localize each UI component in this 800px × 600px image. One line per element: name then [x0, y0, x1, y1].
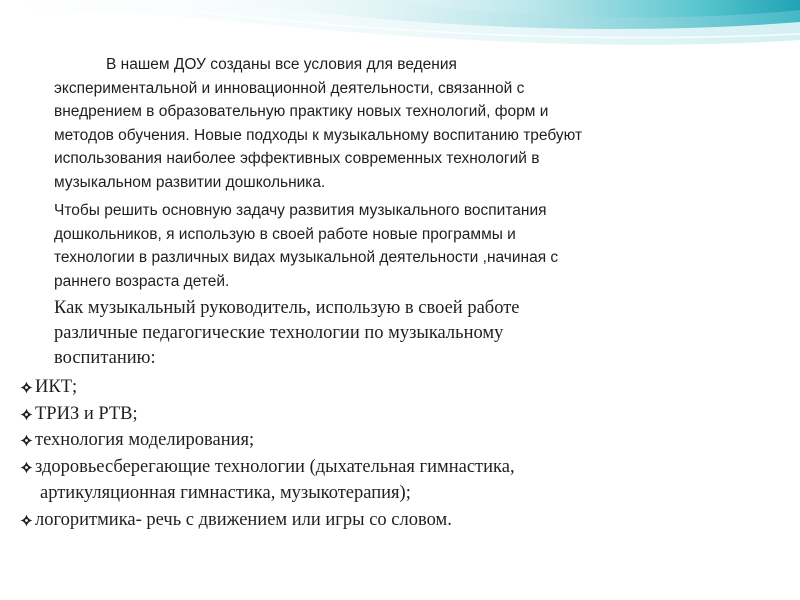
text-line: Как музыкальный руководитель, использую в своей работе [54, 298, 520, 318]
text-line: В нашем ДОУ созданы все условия для ведения [106, 56, 457, 73]
list-item-text: ИКТ; [35, 377, 78, 397]
list-item [20, 454, 780, 507]
list-item [20, 507, 780, 534]
list-item [20, 374, 780, 401]
task-paragraph [54, 199, 754, 293]
text-line: различные педагогические технологии по музыкальному [54, 323, 504, 343]
text-line: дошкольников, я использую в своей работе новые программы и [54, 225, 516, 243]
diamond-bullet-icon [20, 461, 33, 474]
list-item-text: здоровьесберегающие технологии (дыхательная гимнастика, [35, 456, 515, 477]
list-item-text: технология моделирования; [35, 430, 255, 450]
list-item-text-continuation: артикуляционная гимнастика, музыкотерапия); [40, 483, 411, 503]
intro-paragraph [54, 53, 754, 194]
text-line: музыкальном развитии дошкольника. [54, 173, 326, 191]
list-item-text: ТРИЗ и РТВ; [35, 403, 138, 424]
list-item-text: логоритмика- речь с движением или игры со словом. [35, 509, 452, 530]
text-line: методов обучения. Новые подходы к музыкальному воспитанию требуют [54, 126, 583, 144]
list-item [20, 401, 780, 428]
text-line: экспериментальной и инновационной деятельности, связанной с [54, 79, 525, 97]
diamond-bullet-icon [20, 408, 33, 421]
technologies-list [20, 374, 780, 533]
list-item [20, 427, 780, 454]
text-line: использования наиболее эффективных современных технологий в [54, 150, 540, 167]
text-line: технологии в различных видах музыкальной деятельности ,начиная с [54, 249, 559, 266]
text-line: внедрением в образовательную практику новых технологий, форм и [54, 103, 549, 120]
text-line: воспитанию: [54, 348, 156, 368]
diamond-bullet-icon [20, 434, 33, 447]
diamond-bullet-icon [20, 514, 33, 527]
text-line: Чтобы решить основную задачу развития музыкального воспитания [54, 202, 547, 219]
technologies-intro-paragraph [54, 296, 794, 371]
diamond-bullet-icon [20, 381, 33, 394]
text-line: раннего возраста детей. [54, 272, 230, 290]
